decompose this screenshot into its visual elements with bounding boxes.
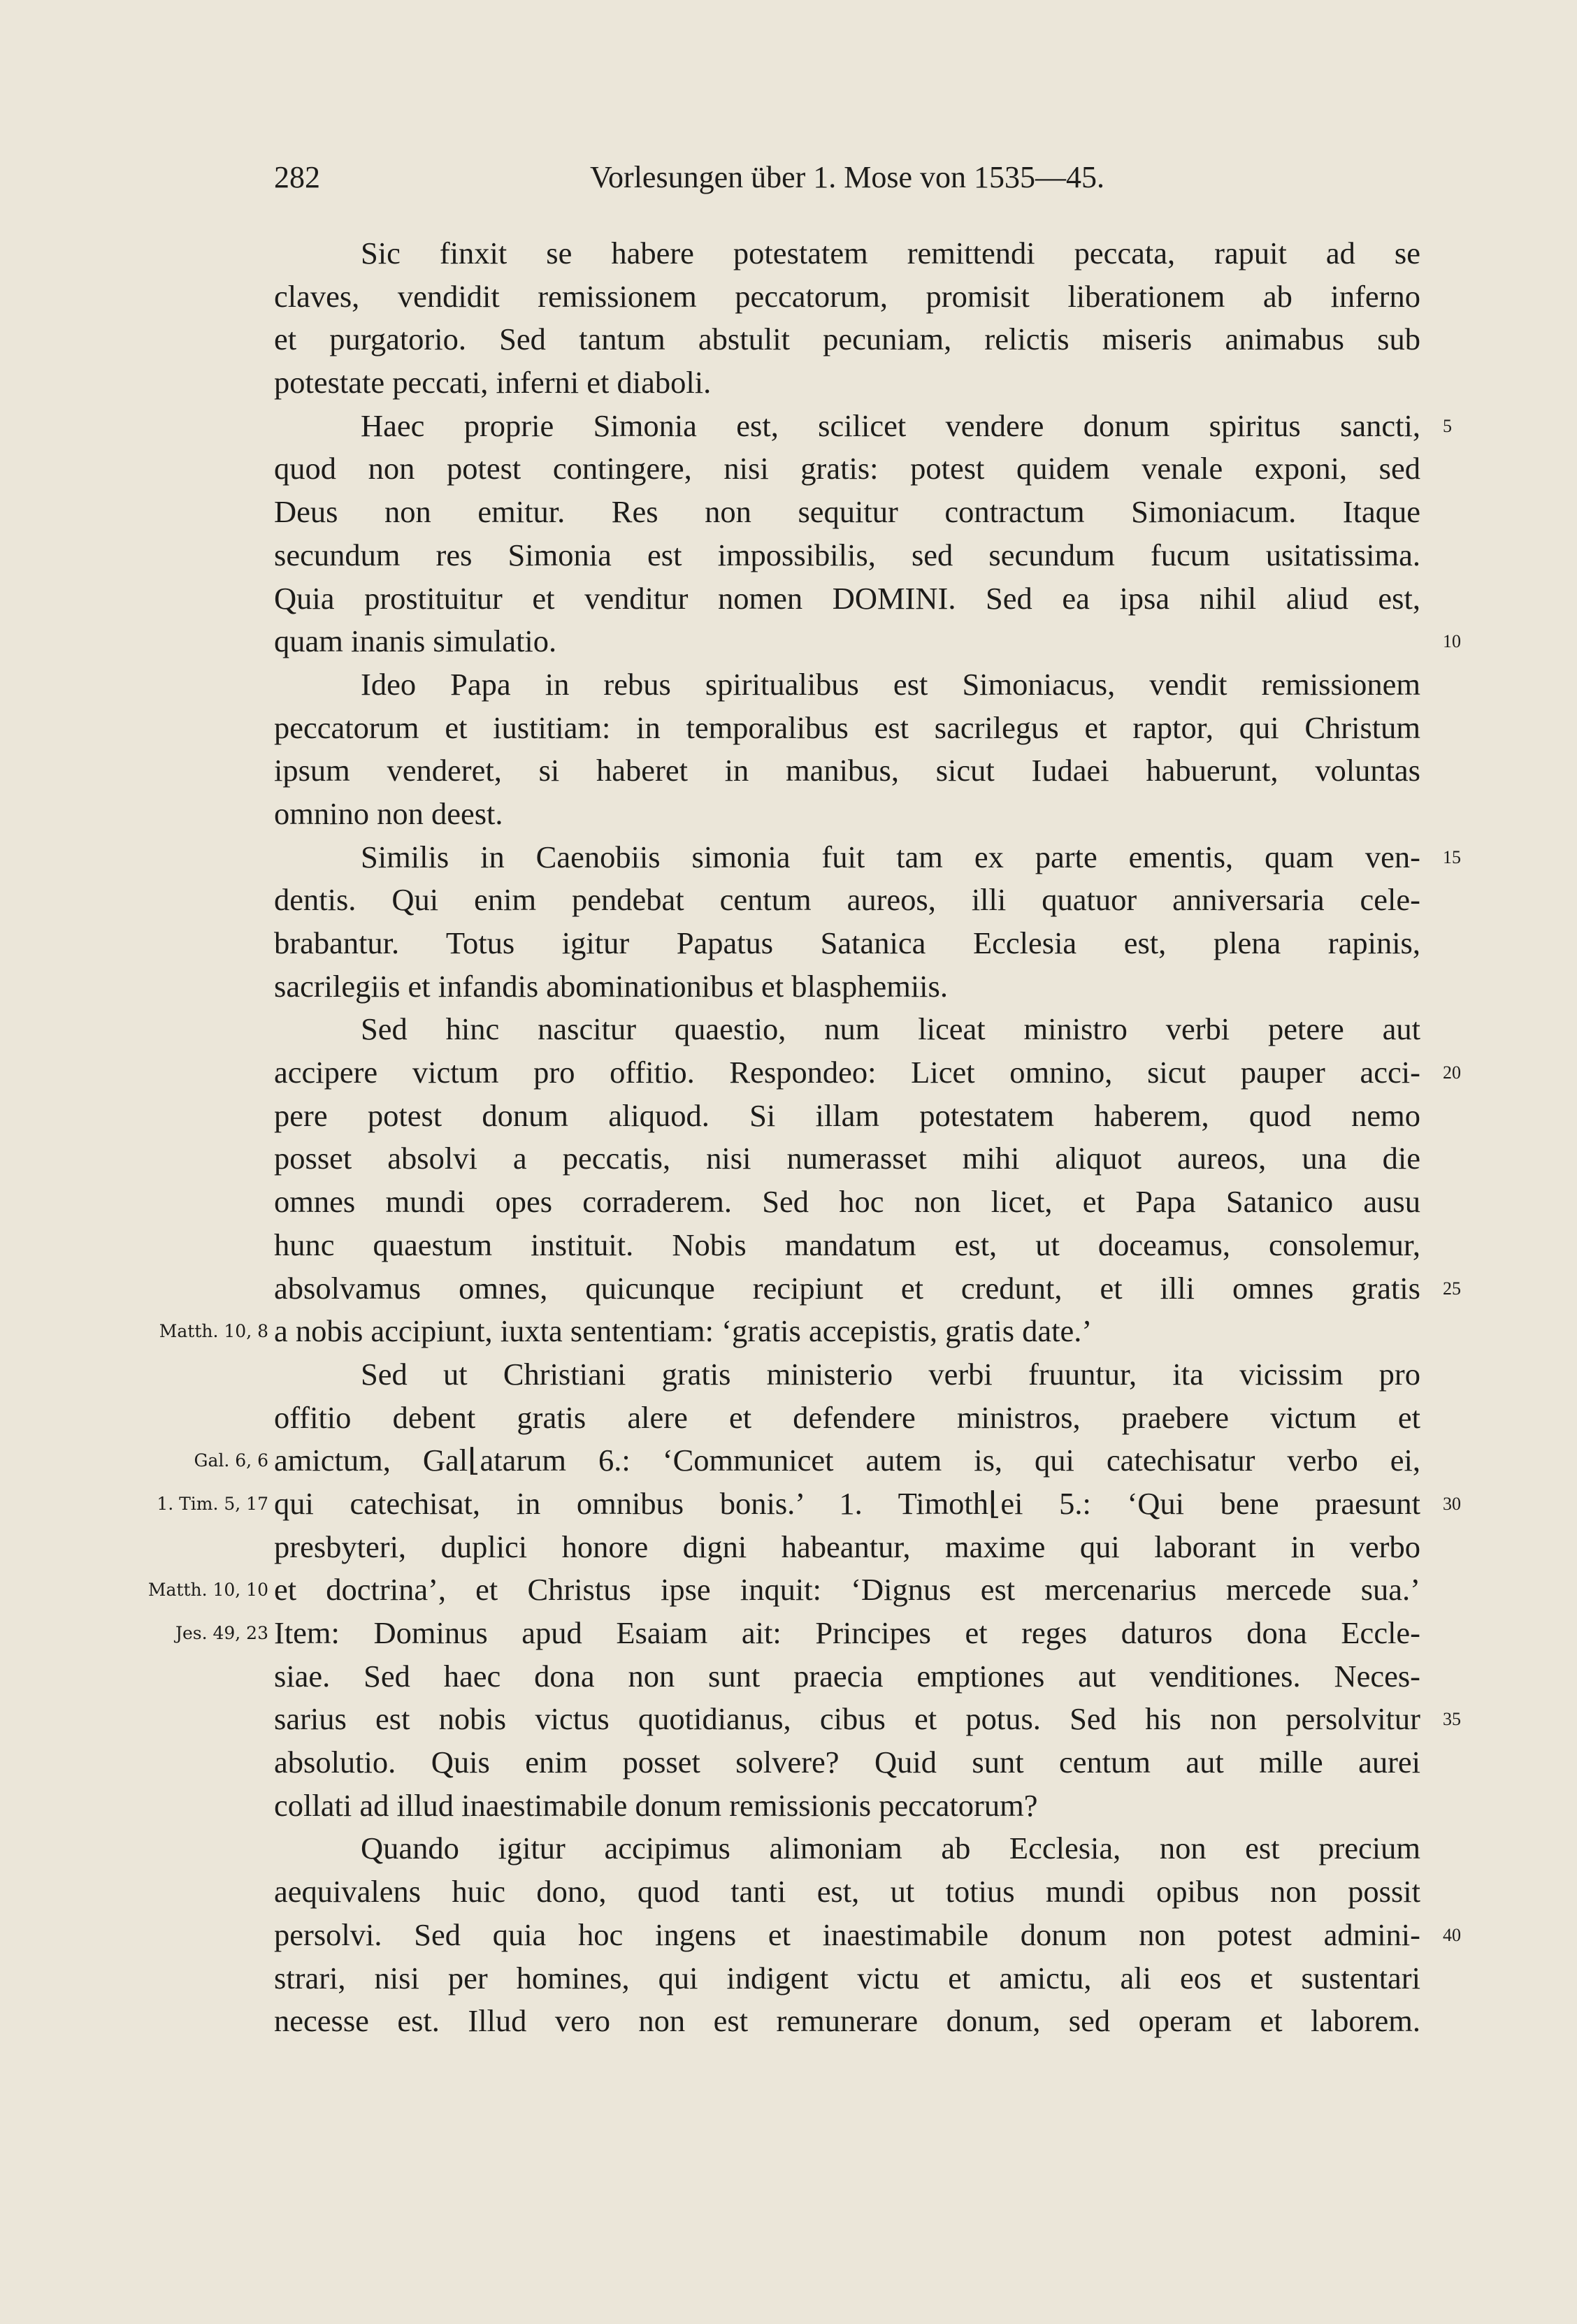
line-text: presbyteri, duplici honore digni habeantur, maxime qui laborant in verbo (274, 1529, 1420, 1564)
line-text: Deus non emitur. Res non sequitur contractum Simoniacum. Itaque (274, 494, 1420, 530)
text-line (274, 1784, 1420, 1828)
line-text: sarius est nobis victus quotidianus, cibus et potus. Sed his non persolvitur (274, 1701, 1420, 1737)
line-number: 35 (1443, 1709, 1461, 1730)
line-text: Item: Dominus apud Esaiam ait: Principes et reges daturos dona Eccle- (274, 1615, 1420, 1650)
text-line (274, 1827, 1420, 1870)
text-line (274, 879, 1420, 922)
text-line (274, 534, 1420, 577)
line-text: absolutio. Quis enim posset solvere? Quid sunt centum aut mille aurei (274, 1745, 1420, 1780)
line-text: strari, nisi per homines, qui indigent victu et amictu, ali eos et sustentari (274, 1960, 1420, 1995)
margin-reference: Matth. 10, 8 (159, 1321, 268, 1342)
running-title: Vorlesungen über 1. Mose von 1535—45. (589, 160, 1105, 194)
text-line (274, 1224, 1420, 1267)
text-line (274, 1008, 1420, 1051)
text-line (274, 1051, 1461, 1095)
text-line (274, 620, 1461, 663)
line-text: absolvamus omnes, quicunque recipiunt et credunt, et illi omnes gratis (274, 1270, 1420, 1306)
line-text: Quando igitur accipimus alimoniam ab Ecclesia, non est precium (361, 1831, 1420, 1866)
text-line (157, 1482, 1461, 1526)
text-line (159, 1310, 1420, 1353)
line-text: quam inanis simulatio. (274, 623, 557, 659)
margin-reference: Gal. 6, 6 (194, 1450, 268, 1471)
line-text: sacrilegiis et infandis abominationibus et blasphemiis. (274, 968, 948, 1004)
line-text: et doctrina’, et Christus ipse inquit: ‘Dignus est mercenarius mercede sua.’ (274, 1572, 1420, 1608)
text-line (274, 1137, 1420, 1181)
line-text: hunc quaestum instituit. Nobis mandatum est, ut doceamus, consolemur, (274, 1227, 1420, 1262)
text-line (274, 361, 1420, 405)
line-text: a nobis accipiunt, iuxta sententiam: ‘gratis accepistis, gratis date.’ (274, 1313, 1093, 1349)
text-line (274, 1870, 1420, 1914)
text-line (147, 1568, 1420, 1612)
text-line (274, 1267, 1461, 1311)
line-number: 30 (1443, 1493, 1461, 1514)
text-line (274, 275, 1420, 319)
text-line (274, 447, 1420, 491)
text-line (274, 1957, 1420, 2000)
page-number: 282 (274, 160, 320, 194)
line-text: siae. Sed haec dona non sunt praecia emptiones aut venditiones. Neces- (274, 1658, 1420, 1694)
text-line (274, 1914, 1461, 1957)
line-text: Ideo Papa in rebus spiritualibus est Simoniacus, vendit remissionem (361, 666, 1420, 702)
line-text: amictum, Gal⌊atarum 6.: ‘Communicet autem is, qui catechisatur verbo ei, (274, 1443, 1420, 1478)
line-text: omnes mundi opes corraderem. Sed hoc non licet, et Papa Satanico ausu (274, 1184, 1420, 1220)
line-number: 40 (1443, 1924, 1461, 1945)
line-text: Similis in Caenobiis simonia fuit tam ex parte ementis, quam ven- (361, 839, 1420, 874)
text-line (274, 2000, 1420, 2043)
text-line (175, 1612, 1420, 1655)
line-text: Haec proprie Simonia est, scilicet vendere donum spiritus sancti, (361, 407, 1420, 443)
text-line (274, 1526, 1420, 1569)
text-line (274, 1655, 1420, 1698)
text-line (274, 405, 1452, 448)
text-line (274, 965, 1420, 1009)
text-line (274, 232, 1420, 275)
line-text: peccatorum et iustitiam: in temporalibus est sacrilegus et raptor, qui Christum (274, 709, 1420, 745)
line-text: et purgatorio. Sed tantum abstulit pecuniam, relictis miseris animabus sub (274, 322, 1420, 357)
line-number: 5 (1443, 415, 1452, 436)
text-line (274, 1181, 1420, 1224)
text-line (274, 793, 1420, 836)
line-text: quod non potest contingere, nisi gratis: potest quidem venale exponi, sed (274, 451, 1420, 486)
line-number: 25 (1443, 1278, 1461, 1299)
text-line (274, 1353, 1420, 1396)
line-text: secundum res Simonia est impossibilis, sed secundum fucum usitatissima. (274, 537, 1420, 572)
line-text: posset absolvi a peccatis, nisi numerasset mihi aliquot aureos, una die (274, 1141, 1420, 1176)
body-text (147, 232, 1461, 2043)
line-number: 20 (1443, 1062, 1461, 1083)
text-line (274, 663, 1420, 707)
line-text: claves, vendidit remissionem peccatorum, promisit liberationem ab inferno (274, 278, 1420, 314)
line-text: qui catechisat, in omnibus bonis.’ 1. Timoth⌊ei 5.: ‘Qui bene praesunt (274, 1485, 1420, 1521)
text-line (274, 922, 1420, 965)
line-number: 15 (1443, 846, 1461, 867)
margin-reference: Matth. 10, 10 (147, 1580, 268, 1601)
line-text: brabantur. Totus igitur Papatus Satanica Ecclesia est, plena rapinis, (274, 925, 1420, 960)
line-text: aequivalens huic dono, quod tanti est, ut totius mundi opibus non possit (274, 1874, 1420, 1910)
line-text: potestate peccati, inferni et diaboli. (274, 365, 712, 400)
line-text: omnino non deest. (274, 795, 503, 831)
line-text: pere potest donum aliquod. Si illam potestatem haberem, quod nemo (274, 1097, 1420, 1133)
text-line (274, 1741, 1420, 1784)
text-line (274, 707, 1420, 750)
line-text: offitio debent gratis alere et defendere ministros, praebere victum et (274, 1399, 1420, 1435)
text-line (274, 491, 1420, 534)
text-line (274, 318, 1420, 361)
text-line (274, 577, 1420, 621)
line-text: accipere victum pro offitio. Respondeo: Licet omnino, sicut pauper acci- (274, 1055, 1420, 1090)
margin-reference: Jes. 49, 23 (175, 1623, 268, 1643)
text-line (194, 1439, 1420, 1482)
page-header (274, 159, 1420, 201)
line-text: collati ad illud inaestimabile donum remissionis peccatorum? (274, 1787, 1038, 1823)
line-text: dentis. Qui enim pendebat centum aureos, illi quatuor anniversaria cele- (274, 882, 1420, 918)
line-text: ipsum venderet, si haberet in manibus, sicut Iudaei habuerunt, voluntas (274, 753, 1420, 788)
margin-reference: 1. Tim. 5, 17 (157, 1493, 268, 1514)
text-line (274, 836, 1461, 879)
line-text: Sic finxit se habere potestatem remittendi peccata, rapuit ad se (361, 236, 1420, 270)
line-text: Sed ut Christiani gratis ministerio verbi fruuntur, ita vicissim pro (361, 1356, 1420, 1392)
line-text: persolvi. Sed quia hoc ingens et inaestimabile donum non potest admini- (274, 1917, 1420, 1952)
line-text: Quia prostituitur et venditur nomen DOMINI. Sed ea ipsa nihil aliud est, (274, 580, 1420, 616)
text-line (274, 1698, 1461, 1741)
line-number: 10 (1443, 631, 1461, 652)
text-line (274, 1396, 1420, 1440)
text-line (274, 1095, 1420, 1138)
text-line (274, 749, 1420, 793)
line-text: necesse est. Illud vero non est remunerare donum, sed operam et laborem. (274, 2003, 1420, 2039)
line-text: Sed hinc nascitur quaestio, num liceat ministro verbi petere aut (361, 1011, 1420, 1047)
